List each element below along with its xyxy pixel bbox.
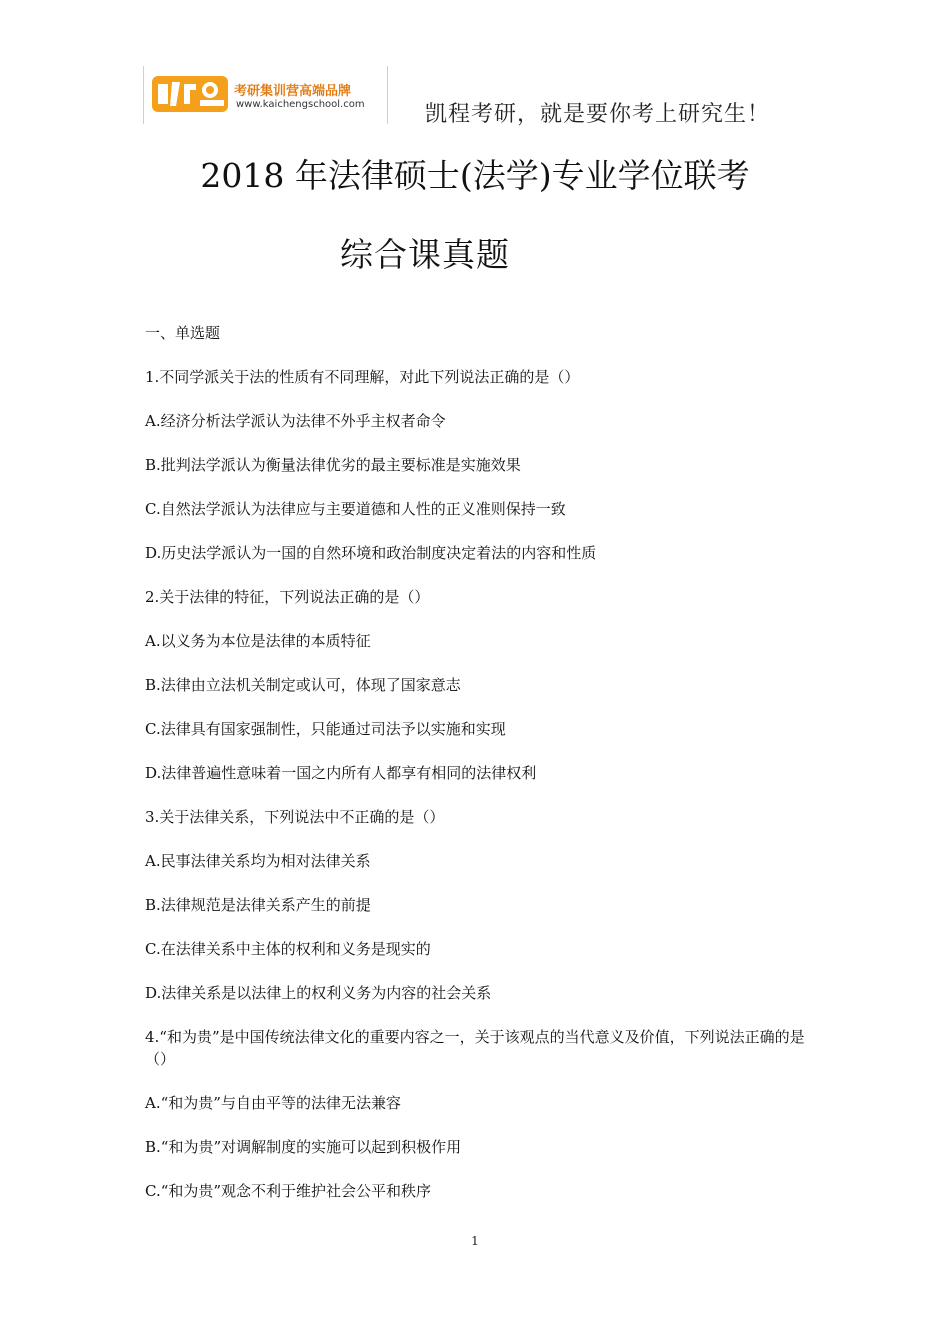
question-stem: 1.不同学派关于法的性质有不同理解，对此下列说法正确的是（） [145, 368, 580, 386]
question-option: D.法律关系是以法律上的权利义务为内容的社会关系 [145, 984, 492, 1002]
question-option: A.“和为贵”与自由平等的法律无法兼容 [145, 1094, 401, 1112]
question-option: D.法律普遍性意味着一国之内所有人都享有相同的法律权利 [145, 764, 537, 782]
brand-logo [143, 66, 388, 124]
question-option: A.经济分析法学派认为法律不外乎主权者命令 [145, 412, 446, 430]
question-option: B.“和为贵”对调解制度的实施可以起到积极作用 [145, 1138, 462, 1156]
question-option: A.民事法律关系均为相对法律关系 [145, 852, 371, 870]
question-stem: 3.关于法律关系，下列说法中不正确的是（） [145, 808, 445, 826]
document-title-line2: 综合课真题 [340, 235, 510, 274]
question-option: D.历史法学派认为一国的自然环境和政治制度决定着法的内容和性质 [145, 544, 597, 562]
page-number: 1 [471, 1234, 479, 1248]
question-option: C.“和为贵”观念不利于维护社会公平和秩序 [145, 1182, 432, 1200]
question-option: A.以义务为本位是法律的本质特征 [145, 632, 371, 650]
kaicheng-logo-icon [150, 70, 230, 118]
logo-tagline: 考研集训营高端品牌 [234, 84, 352, 99]
question-option: B.法律规范是法律关系产生的前提 [145, 896, 371, 914]
question-option: C.法律具有国家强制性，只能通过司法予以实施和实现 [145, 720, 506, 738]
document-body [145, 322, 810, 1224]
question-option: B.批判法学派认为衡量法律优劣的最主要标准是实施效果 [145, 456, 521, 474]
logo-url: www.kaichengschool.com [236, 99, 365, 110]
question-option: C.自然法学派认为法律应与主要道德和人性的正义准则保持一致 [145, 500, 566, 518]
document-title-line1: 2018 年法律硕士(法学)专业学位联考 [200, 156, 750, 195]
page-header [0, 0, 950, 140]
question-stem: 2.关于法律的特征，下列说法正确的是（） [145, 588, 430, 606]
question-stem: 4.“和为贵”是中国传统法律文化的重要内容之一，关于该观点的当代意义及价值，下列说法正确的是（） [145, 1028, 805, 1068]
question-option: C.在法律关系中主体的权利和义务是现实的 [145, 940, 431, 958]
question-option: B.法律由立法机关制定或认可，体现了国家意志 [145, 676, 461, 694]
header-slogan: 凯程考研，就是要你考上研究生！ [425, 102, 771, 127]
section-heading: 一、单选题 [145, 324, 221, 342]
